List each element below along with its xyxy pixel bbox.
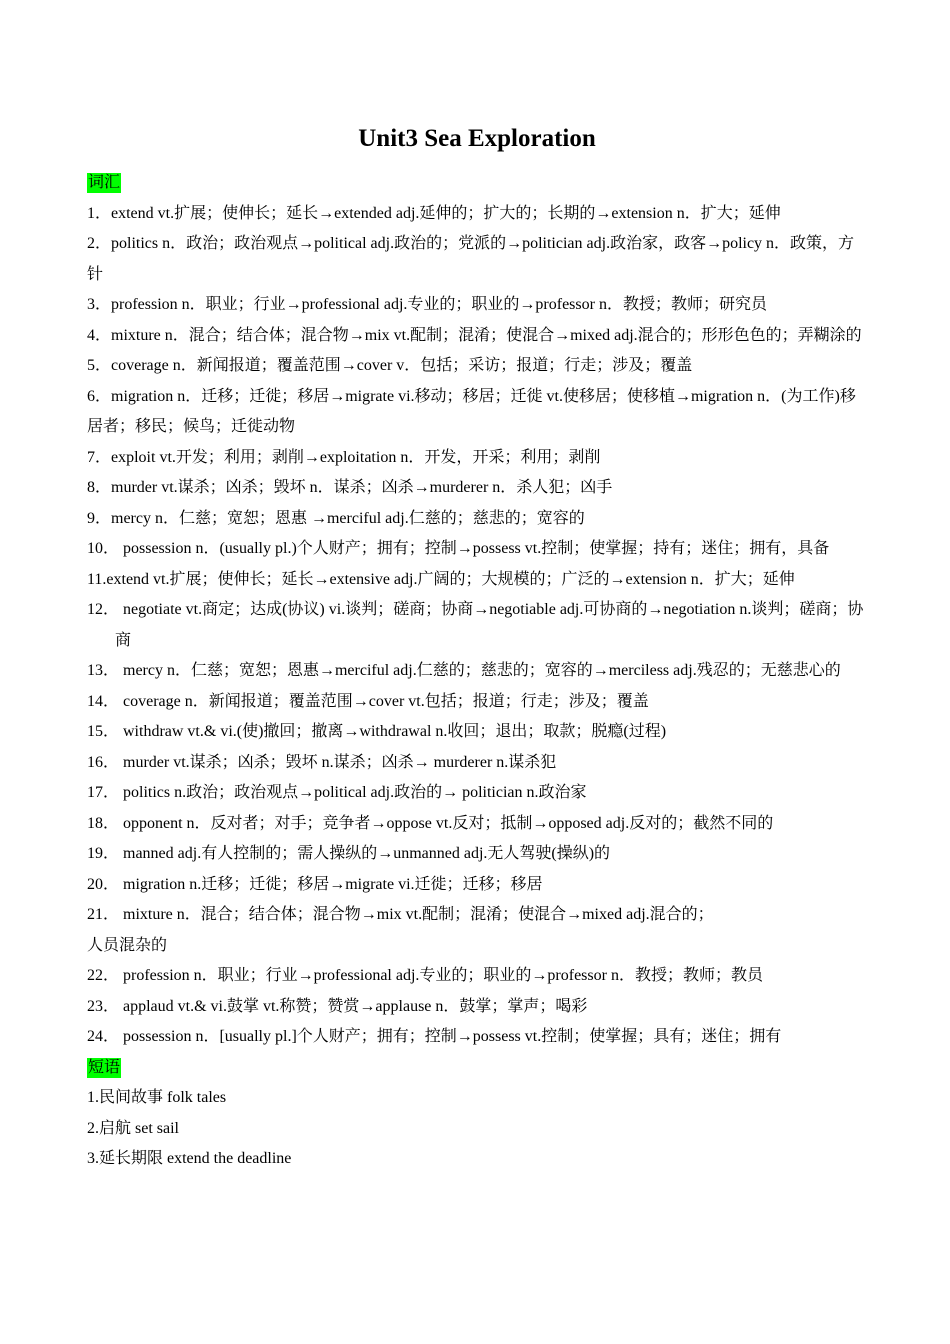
vocab-section-label: 词汇 [88, 174, 121, 191]
phrase-section-label: 短语 [88, 1058, 121, 1076]
vocab-item: 3．profession n．职业；行业→professional adj.专业的；职业的→professor n．教授；教师；研究员 [87, 296, 767, 313]
vocab-item: 1．extend vt.扩展；使伸长；延长→extended adj.延伸的；扩大的；长期的→extension n．扩大；延伸 [87, 204, 781, 222]
vocab-section-header [87, 168, 865, 199]
vocab-item: 11.extend vt.扩展；使伸长；延长→extensive adj.广阔的；大规模的；广泛的→extension n．扩大；延伸 [87, 570, 795, 588]
vocab-item: 8．murder vt.谋杀；凶杀；毁坏 n．谋杀；凶杀→murderer n．杀人犯；凶手 [87, 479, 613, 496]
document-page [87, 122, 865, 1175]
vocab-item: 2．politics n．政治；政治观点→political adj.政治的；党派的→politician adj.政治家，政客→policy n．政策，方针 [87, 235, 855, 283]
vocab-item: 17． politics n.政治；政治观点→political adj.政治的→ politician n.政治家 [87, 784, 587, 801]
vocab-item: 10． possession n．(usually pl.)个人财产；拥有；控制→possess vt.控制；使掌握；持有；迷住；拥有，具备 [87, 540, 830, 557]
vocab-list [87, 199, 865, 1053]
vocab-item: 14． coverage n．新闻报道；覆盖范围→cover vt.包括；报道；行走；涉及；覆盖 [87, 692, 649, 710]
vocab-item: 18． opponent n．反对者；对手；竞争者→oppose vt.反对；抵制→opposed adj.反对的；截然不同的 [87, 814, 774, 832]
vocab-item: 12． negotiate vt.商定；达成(协议) vi.谈判；磋商；协商→negotiable adj.可协商的→negotiation n.谈判；磋商；协商 [87, 601, 864, 649]
vocab-item: 16． murder vt.谋杀；凶杀；毁坏 n.谋杀；凶杀→ murderer n.谋杀犯 [87, 753, 557, 771]
page-title: Unit3 Sea Exploration [358, 125, 596, 152]
phrase-item: 1.民间故事 folk tales [87, 1089, 227, 1106]
phrase-list [87, 1083, 865, 1175]
vocab-item: 24． possession n．[usually pl.]个人财产；拥有；控制→possess vt.控制；使掌握；具有；迷住；拥有 [87, 1028, 782, 1045]
phrase-item: 2.启航 set sail [87, 1119, 179, 1137]
vocab-item: 9．mercy n．仁慈；宽恕；恩惠 →merciful adj.仁慈的；慈悲的；宽容的 [87, 509, 585, 527]
vocab-item: 5．coverage n．新闻报道；覆盖范围→cover v．包括；采访；报道；行走；涉及；覆盖 [87, 357, 693, 374]
vocab-item: 21． mixture n．混合；结合体；混合物→mix vt.配制；混淆；使混合→mixed adj.混合的； [87, 906, 714, 923]
phrase-item: 3.延长期限 extend the deadline [87, 1150, 292, 1167]
vocab-item: 20． migration n.迁移；迁徙；移居→migrate vi.迁徙；迁移；移居 [87, 875, 543, 893]
vocab-item: 19． manned adj.有人控制的；需人操纵的→unmanned adj.无人驾驶(操纵)的 [87, 845, 611, 862]
vocab-item-continuation: 人员混杂的 [87, 936, 168, 954]
vocab-item: 15． withdraw vt.& vi.(使)撤回；撤离→withdrawal n.收回；退出；取款；脱瘾(过程) [87, 723, 667, 740]
vocab-item: 22． profession n．职业；行业→professional adj.专业的；职业的→professor n．教授；教师；教员 [87, 967, 763, 984]
vocab-item: 23． applaud vt.& vi.鼓掌 vt.称赞；赞赏→applause n．鼓掌；掌声；喝彩 [87, 997, 588, 1015]
vocab-item: 6．migration n．迁移；迁徙；移居→migrate vi.移动；移居；迁徙 vt.使移居；使移植→migration n．(为工作)移居者；移民；候鸟；迁徙动物 [87, 387, 856, 435]
vocab-item: 13． mercy n．仁慈；宽恕；恩惠→merciful adj.仁慈的；慈悲的；宽容的→merciless adj.残忍的；无慈悲心的 [87, 662, 841, 679]
vocab-item: 4．mixture n．混合；结合体；混合物→mix vt.配制；混淆；使混合→mixed adj.混合的；形形色色的；弄糊涂的 [87, 326, 862, 344]
vocab-item: 7．exploit vt.开发；利用；剥削→exploitation n．开发，开采；利用；剥削 [87, 448, 601, 466]
phrase-section-header [87, 1053, 865, 1084]
